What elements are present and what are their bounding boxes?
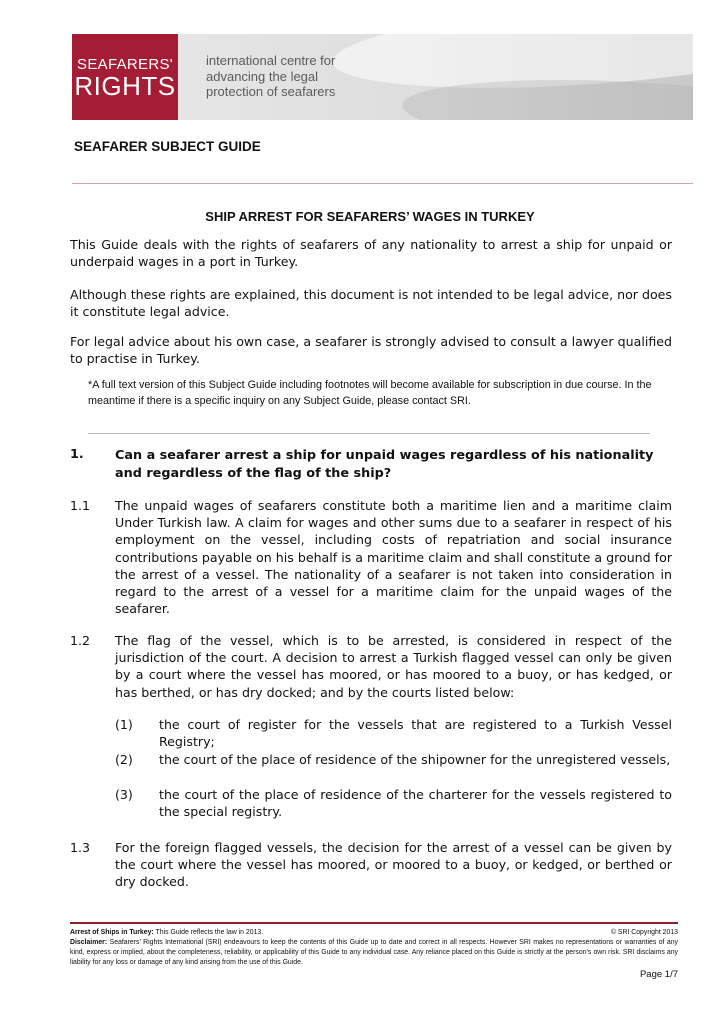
tagline (206, 53, 406, 100)
footer-arrest-text: This Guide reflects the law in 2013. (155, 929, 264, 936)
footer-arrest-label: Arrest of Ships in Turkey: (70, 929, 154, 936)
intro-paragraph: For legal advice about his own case, a seafarer is strongly advised to consult a lawyer qualified to practise in Turkey. (70, 334, 672, 367)
section-text: For the foreign flagged vessels, the decision for the arrest of a vessel can be given by the court where the vessel has moored, or moored to a buoy, or kedged, or berthed or dry docked. (115, 840, 672, 890)
footer-disclaimer-label: Disclaimer: (70, 939, 108, 946)
tagline-line: international centre for (206, 53, 336, 68)
tagline-line: protection of seafarers (206, 84, 336, 99)
question-number: 1. (70, 447, 84, 462)
list-item-number: (3) (115, 787, 133, 802)
section-number: 1.2 (70, 633, 91, 648)
intro-paragraph: This Guide deals with the rights of seafarers of any nationality to arrest a ship for unpaid or underpaid wages in a port in Turkey. (70, 237, 672, 270)
footer-copyright: © SRI Copyright 2013 (610, 929, 678, 936)
question-heading: Can a seafarer arrest a ship for unpaid wages regardless of his nationality and regardless of the flag of the ship? (115, 448, 654, 481)
list-item-text: the court of the place of residence of the shipowner for the unregistered vessels, (159, 752, 671, 767)
footer-rule (70, 922, 678, 924)
seafarers-rights-logo (72, 34, 178, 120)
subject-guide-heading: SEAFARER SUBJECT GUIDE (74, 139, 261, 154)
intro-paragraph: Although these rights are explained, this document is not intended to be legal advice, nor does it constitute legal advice. (70, 287, 672, 320)
logo-line-2: RIGHTS (74, 70, 176, 101)
divider (72, 183, 693, 184)
section-number: 1.1 (70, 498, 91, 513)
footer-disclaimer (70, 938, 678, 968)
list-item-text: the court of the place of residence of the charterer for the vessels registered to the special registry. (159, 787, 672, 820)
divider (88, 433, 650, 434)
page-number: Page 1/7 (639, 969, 678, 980)
tagline-line: advancing the legal (206, 68, 319, 84)
section-text: The unpaid wages of seafarers constitute both a maritime lien and a maritime claim Under Turkish law. A claim for wages and other sums due to a seafarer in respect of his employment on the vessel, including costs of repatriation and social insurance contributions payable on his behalf is a maritime claim and shall constitute a ground for the arrest of a vessel. The nationality of a seafarer is not taken into consideration in regard to the arrest of a vessel for a maritime claim for the unpaid wages of the seafarer. (115, 498, 672, 617)
document-title: SHIP ARREST FOR SEAFARERS’ WAGES IN TURKEY (205, 209, 535, 224)
list-item-number: (2) (115, 752, 133, 767)
section-text: The flag of the vessel, which is to be arrested, is considered in respect of the jurisdiction of the court. A decision to arrest a Turkish flagged vessel can only be given by a court where the vessel has moored, or has moored to a buoy, or has kedged, or has berthed, or has dry docked; and by the courts listed below: (115, 633, 672, 700)
list-item-text: the court of register for the vessels that are registered to a Turkish Vessel Registry; (159, 717, 672, 750)
section-number: 1.3 (70, 840, 91, 855)
footnote-note: *A full text version of this Subject Guide including footnotes will become available for subscription in due course. In the meantime if there is a specific inquiry on any Subject Guide, please contact SRI. (88, 379, 652, 407)
footer-arrest-line (70, 928, 263, 938)
footer (70, 928, 678, 968)
logo-line-1: SEAFARERS' (77, 55, 173, 73)
header-banner (72, 34, 693, 120)
list-item-number: (1) (115, 717, 133, 732)
footer-disclaimer-text: Seafarers’ Rights International (SRI) endeavours to keep the contents of this Guide up to date and correct in all respects. However SRI makes no representations or warranties of any kind, express or implied, about the completeness, reliability, or applicability of this Guide to any individual case. Any reliance placed on this Guide is strictly at the person’s own risk. SRI disclaims any liability for any loss or damage of any kind arising from the use of this Guide. (70, 939, 678, 966)
